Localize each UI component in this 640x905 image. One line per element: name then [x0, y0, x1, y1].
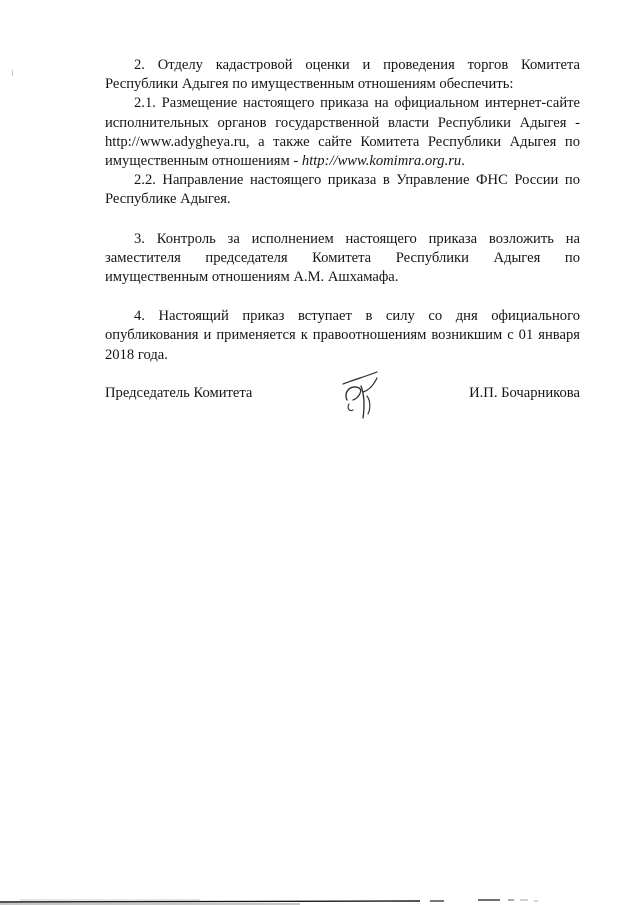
- signatory-title: Председатель Комитета: [105, 385, 253, 401]
- signatory-name: И.П. Бочарникова: [469, 385, 580, 401]
- komimra-url-link[interactable]: http://www.komimra.org.ru: [301, 153, 462, 170]
- scan-margin-mark: [12, 70, 13, 76]
- paragraph-2: 2. Отделу кадастровой оценки и проведения торгов Комитета Республики Адыгея по имущественным отношениям обеспечить:: [105, 57, 580, 93]
- handwritten-signature: [337, 370, 385, 422]
- paragraph-2-1-end: .: [461, 153, 465, 170]
- paragraph-2-1-middle: , а также сайте Комитета Республики Адыгея по имущественным отношениям -: [105, 133, 580, 170]
- signature-block: [105, 370, 580, 430]
- paragraph-2-2: 2.2. Направление настоящего приказа в Управление ФНС России по Республике Адыгея.: [105, 172, 580, 208]
- paragraph-3: 3. Контроль за исполнением настоящего приказа возложить на заместителя председателя Комитета Республики Адыгея по имущественным отношениям А.М. Ашхамафа.: [105, 230, 580, 286]
- paragraph-2-1-lead: 2.1. Размещение настоящего приказа на официальном интернет-сайте исполнительных органов государственной власти Республики Адыгея -: [105, 95, 580, 131]
- paragraph-4: 4. Настоящий приказ вступает в силу со дня официального опубликования и применяется к правоотношениям возникшим с 01 января 2018 года.: [105, 308, 580, 363]
- adygheya-url-link[interactable]: http://www.adygheya.ru: [105, 133, 246, 150]
- paragraph-2-1: [105, 94, 580, 171]
- document-body: [105, 56, 580, 365]
- scan-bottom-edge: [0, 888, 640, 905]
